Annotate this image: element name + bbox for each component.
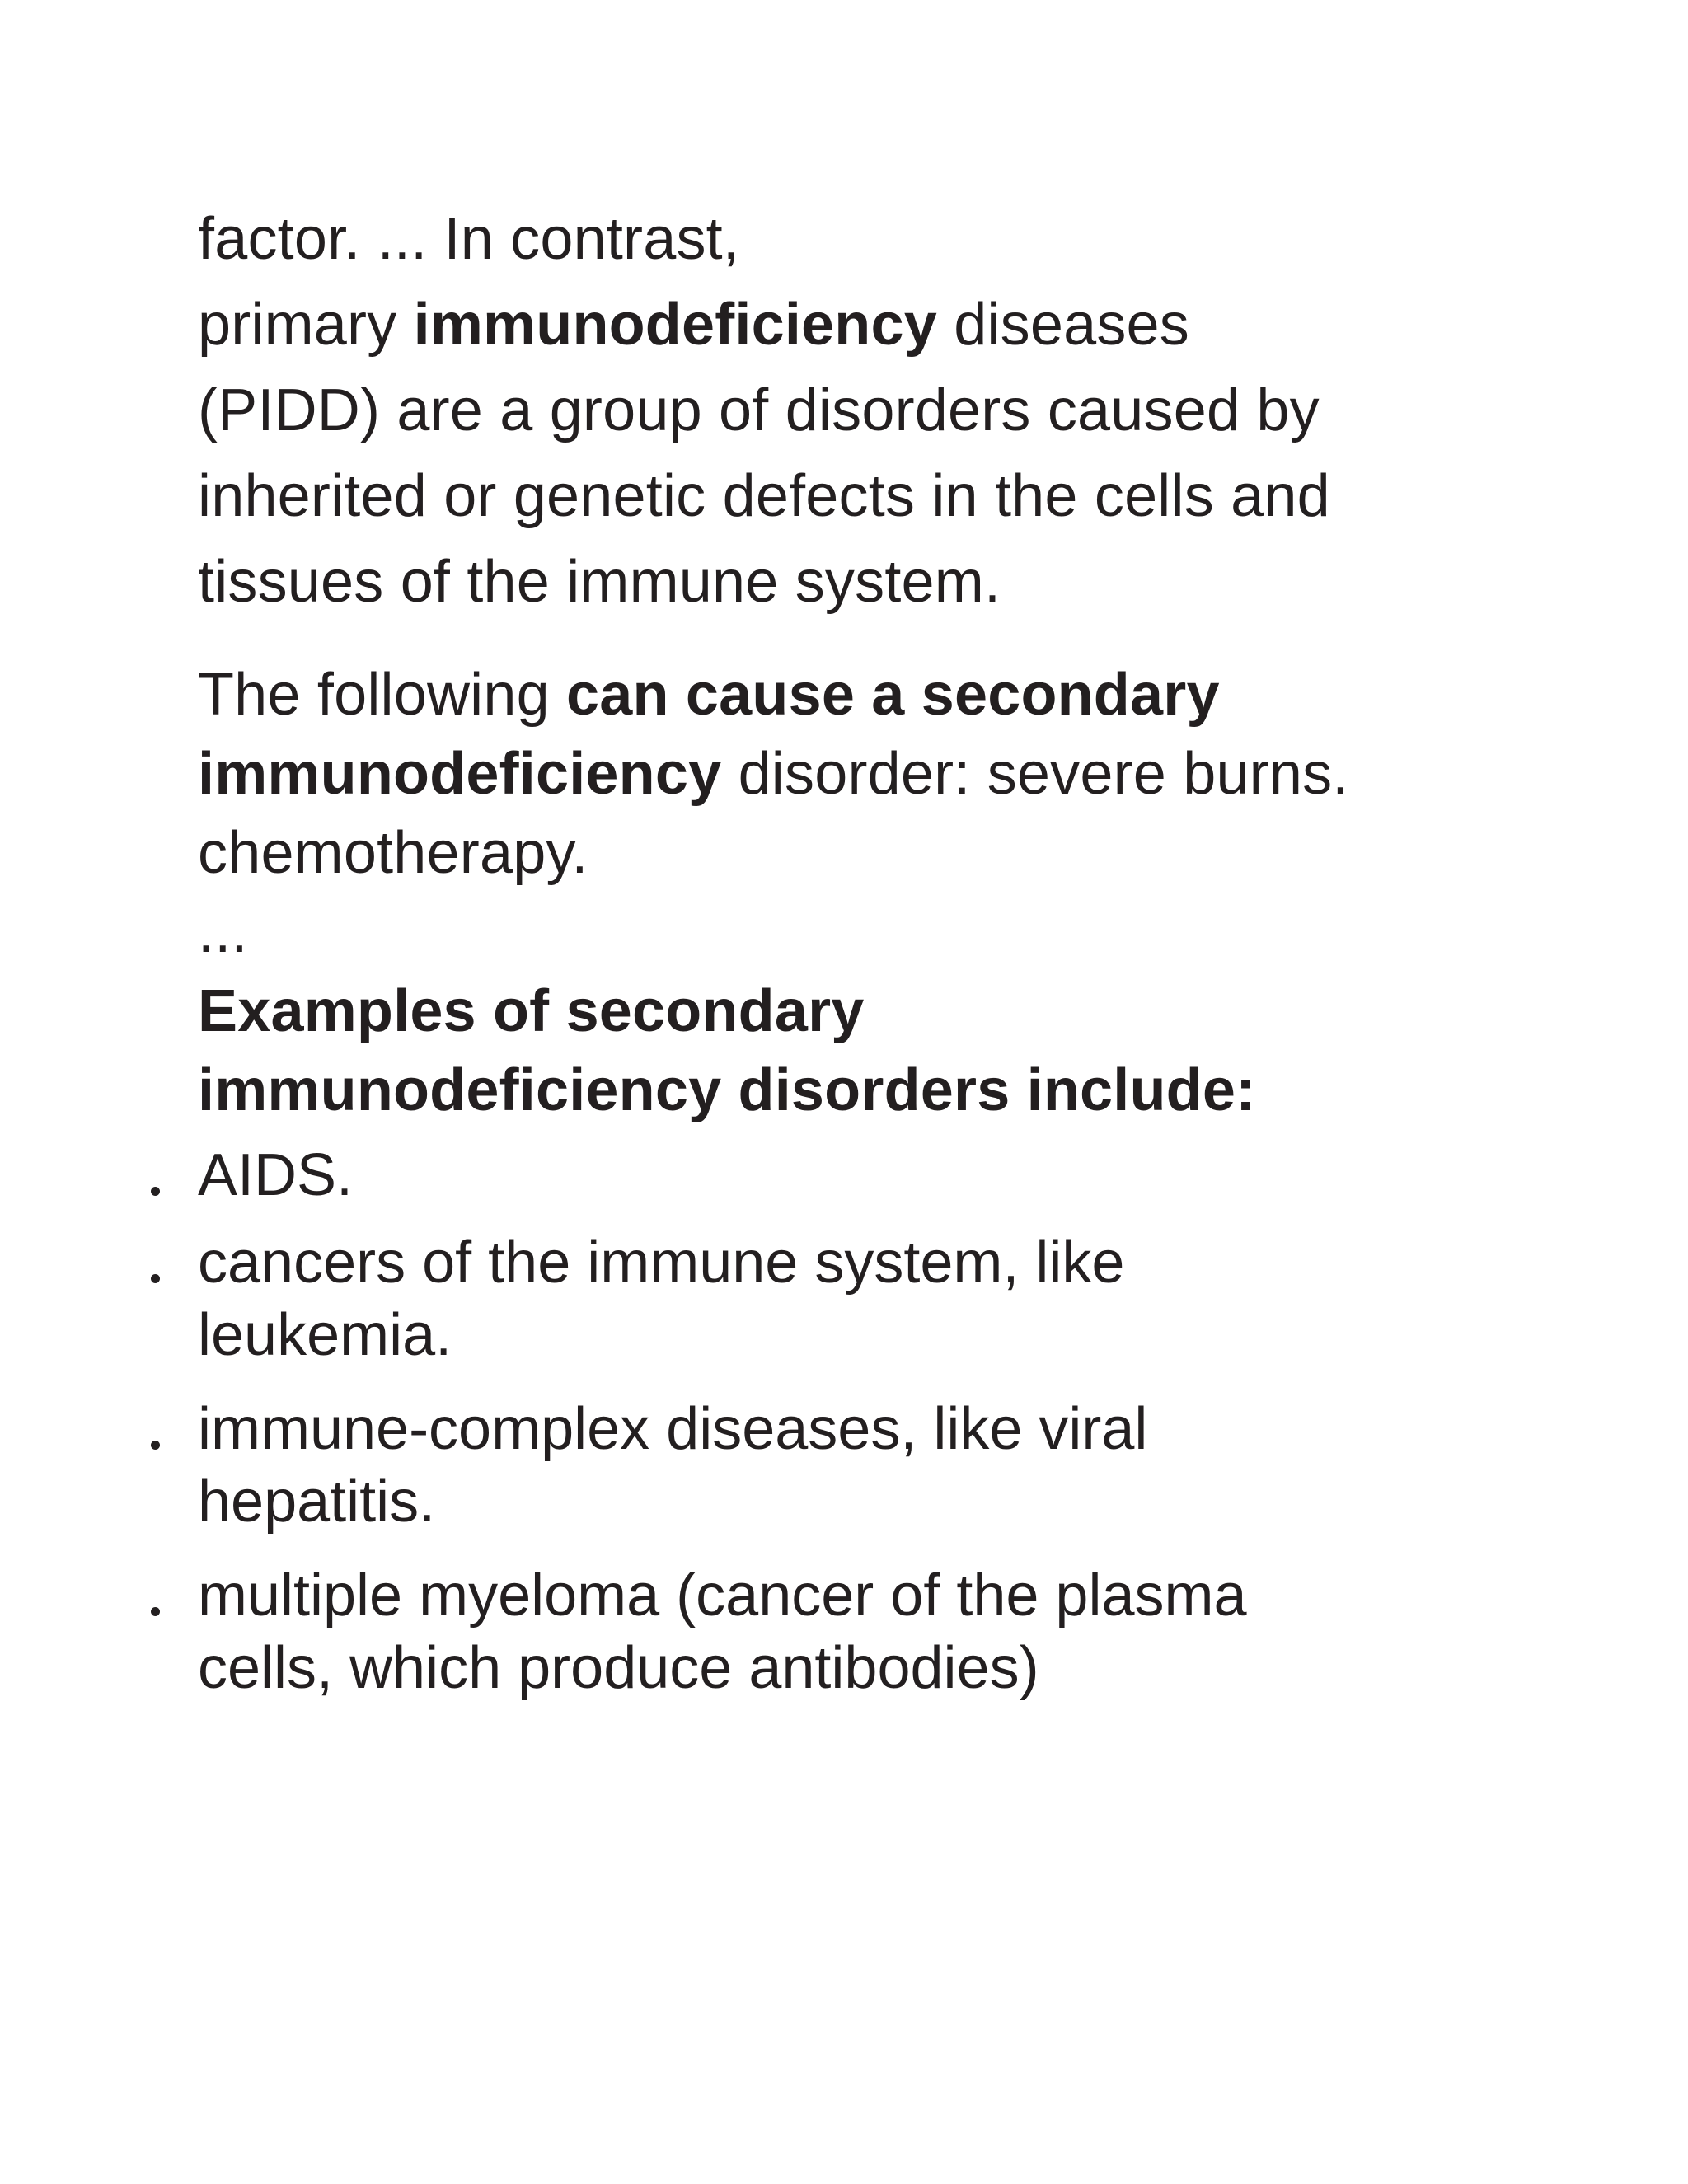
list-item-text: immune-complex diseases, like viral — [198, 1396, 1148, 1462]
bullet-dot-icon — [151, 1441, 160, 1450]
text-run: primary — [198, 292, 414, 358]
text-line: inherited or genetic defects in the cells and — [198, 463, 1330, 529]
bullet-dot-icon — [151, 1274, 160, 1283]
text-run: disorder: severe burns. — [721, 741, 1349, 807]
paragraph-secondary-immunodeficiency — [198, 655, 1517, 1130]
list-item-text: multiple myeloma (cancer of the plasma — [198, 1563, 1247, 1629]
text-line — [198, 282, 1517, 368]
ellipsis-line: ... — [198, 899, 248, 965]
bullet-dot-icon — [151, 1607, 160, 1616]
list-item-text: hepatitis. — [198, 1469, 436, 1535]
list-item-text: cells, which produce antibodies) — [198, 1635, 1039, 1701]
paragraph-primary-immunodeficiency — [198, 196, 1517, 625]
list-item-text: cancers of the immune system, like — [198, 1230, 1125, 1296]
text-run: diseases — [936, 292, 1189, 358]
text-line: chemotherapy. — [198, 820, 588, 886]
list-item-text: leukemia. — [198, 1302, 452, 1368]
examples-heading-line-2: immunodeficiency disorders include: — [198, 1057, 1256, 1123]
text-line — [198, 734, 1517, 813]
bold-phrase: can cause a secondary — [566, 662, 1220, 728]
text-line: (PIDD) are a group of disorders caused by — [198, 377, 1320, 443]
text-run: The following — [198, 662, 567, 728]
text-line: factor. ... In contrast, — [198, 206, 740, 272]
list-item — [198, 1139, 353, 1212]
bullet-dot-icon — [151, 1187, 160, 1196]
list-item — [198, 1226, 1124, 1371]
list-item — [198, 1559, 1247, 1704]
text-line: tissues of the immune system. — [198, 549, 1001, 615]
bold-term: immunodeficiency — [413, 292, 937, 358]
list-item — [198, 1393, 1147, 1538]
examples-heading-line-1: Examples of secondary — [198, 978, 865, 1044]
bold-term: immunodeficiency — [198, 741, 722, 807]
list-item-text: AIDS. — [198, 1142, 354, 1208]
text-line — [198, 655, 1517, 734]
